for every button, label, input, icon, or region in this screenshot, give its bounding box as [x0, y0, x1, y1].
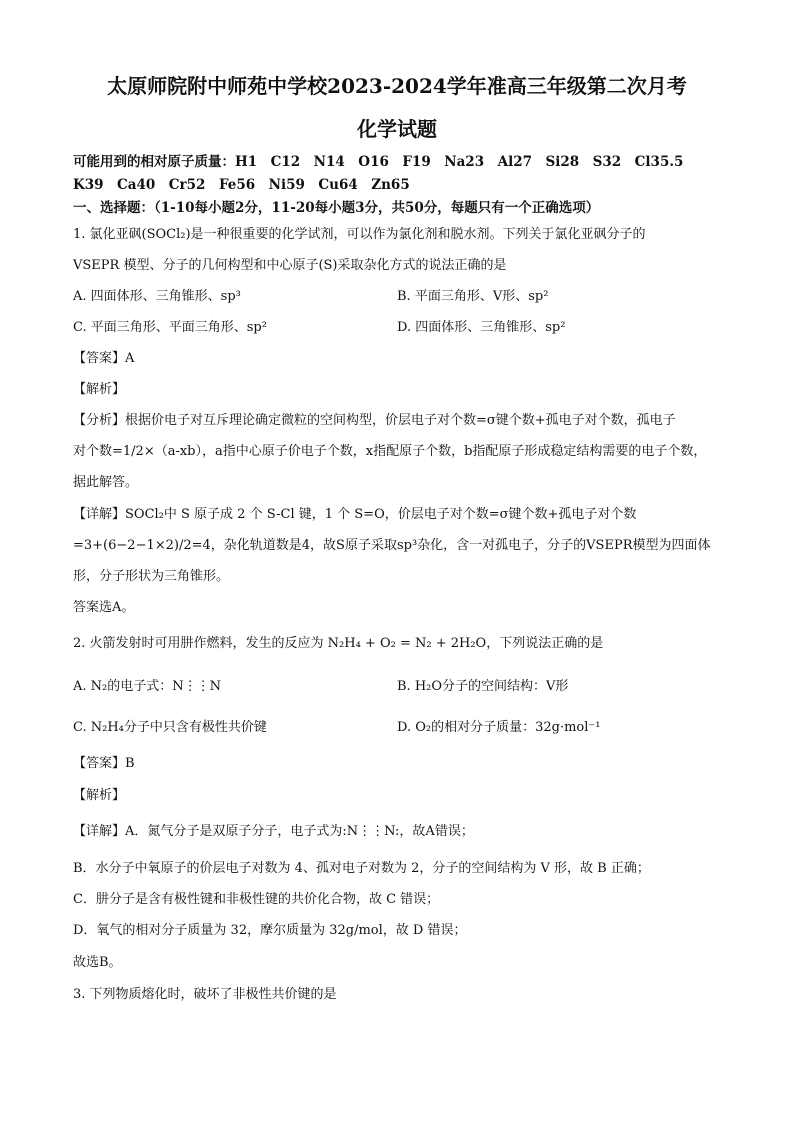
q2-answer: 【答案】B — [73, 756, 135, 771]
section-heading: 一、选择题：（1-10每小题2分，11-20每小题3分，共50分，每题只有一个正确选项） — [73, 200, 600, 216]
q2-option-a: A. N₂的电子式：N⋮⋮N — [73, 679, 221, 694]
exam-title: 太原师院附中师苑中学校2023-2024学年准高三年级第二次月考 — [107, 74, 687, 98]
q1-option-b: B. 平面三角形、V形、sp² — [397, 289, 549, 304]
q1-analysis-label: 【解析】 — [73, 382, 126, 397]
exam-subtitle: 化学试题 — [357, 117, 437, 141]
q1-fenxi-line1: 【分析】根据价电子对互斥理论确定微粒的空间构型，价层电子对个数=σ键个数+孤电子对个数，孤电子 — [73, 413, 676, 428]
q2-detail-d: D．氧气的相对分子质量为 32，摩尔质量为 32g/mol，故 D 错误； — [73, 923, 467, 938]
q2-conclusion: 故选B。 — [73, 955, 122, 970]
q1-detail-line2: =3+(6−2−1×2)/2=4，杂化轨道数是4，故S原子采取sp³杂化，含一对孤电子，分子的VSEPR模型为四面体 — [73, 538, 711, 553]
q1-fenxi-line3: 据此解答。 — [73, 475, 139, 490]
q2-option-b: B. H₂O分子的空间结构：V形 — [397, 679, 569, 694]
q1-stem-line2: VSEPR 模型、分子的几何构型和中心原子(S)采取杂化方式的说法正确的是 — [73, 258, 507, 273]
q1-conclusion: 答案选A。 — [73, 600, 135, 615]
atomic-masses-line1: 可能用到的相对原子质量：H1 C12 N14 O16 F19 Na23 Al27 Si28 S32 Cl35.5 — [73, 154, 684, 170]
q2-stem: 2. 火箭发射时可用肼作燃料，发生的反应为 N₂H₄ + O₂ = N₂ + 2H₂O，下列说法正确的是 — [73, 636, 604, 651]
q1-option-d: D. 四面体形、三角锥形、sp² — [397, 320, 566, 335]
q1-detail-line1: 【详解】SOCl₂中 S 原子成 2 个 S-Cl 键，1 个 S=O，价层电子对个数=σ键个数+孤电子对个数 — [73, 507, 637, 522]
atomic-masses-line2: K39 Ca40 Cr52 Fe56 Ni59 Cu64 Zn65 — [73, 177, 410, 193]
q2-detail-a: 【详解】A．氮气分子是双原子分子，电子式为:N⋮⋮N:，故A错误； — [73, 824, 474, 839]
q1-detail-line3: 形，分子形状为三角锥形。 — [73, 569, 230, 584]
q2-analysis-label: 【解析】 — [73, 788, 126, 803]
q1-answer: 【答案】A — [73, 351, 135, 366]
q3-stem: 3. 下列物质熔化时，破坏了非极性共价键的是 — [73, 987, 337, 1002]
q1-fenxi-line2: 对个数=1/2×（a-xb），a指中心原子价电子个数，x指配原子个数，b指配原子形成稳定结构需要的电子个数， — [73, 444, 707, 459]
q2-detail-c: C．肼分子是含有极性键和非极性键的共价化合物，故 C 错误； — [73, 892, 440, 907]
q2-detail-b: B．水分子中氧原子的价层电子对数为 4、孤对电子对数为 2，分子的空间结构为 V 形，故 B 正确； — [73, 861, 650, 876]
q2-option-d: D. O₂的相对分子质量：32g·mol⁻¹ — [397, 720, 601, 735]
q2-option-c: C. N₂H₄分子中只含有极性共价键 — [73, 720, 267, 735]
q1-option-c: C. 平面三角形、平面三角形、sp² — [73, 320, 267, 335]
q1-option-a: A. 四面体形、三角锥形、sp³ — [73, 289, 241, 304]
q1-stem-line1: 1. 氯化亚砜(SOCl₂)是一种很重要的化学试剂，可以作为氯化剂和脱水剂。下列关于氯化亚砜分子的 — [73, 227, 646, 242]
